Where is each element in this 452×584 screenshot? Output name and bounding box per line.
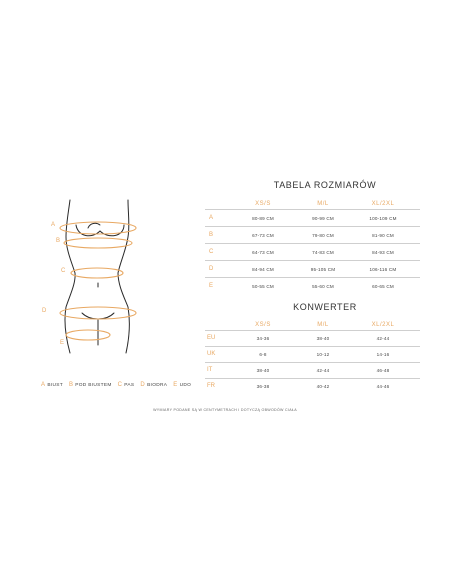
converter-header-xs-s: XS/S <box>255 322 271 328</box>
size-cell: 84-93 CM <box>372 250 394 255</box>
size-cell: 100-109 CM <box>369 216 397 221</box>
legend-item: B POD BIUSTEM <box>68 382 112 388</box>
converter-cell: 34-36 <box>256 336 270 341</box>
size-row-label: A <box>209 215 214 221</box>
divider <box>205 330 420 331</box>
converter-row-label: FR <box>207 383 215 389</box>
size-cell: 81-90 CM <box>372 233 394 238</box>
divider <box>205 277 420 278</box>
converter-row-label: IT <box>207 367 213 373</box>
body-letter-e: E <box>60 340 65 346</box>
body-letter-c: C <box>61 268 66 274</box>
body-letter-a: A <box>51 222 56 228</box>
size-cell: 80-89 CM <box>252 216 274 221</box>
size-cell: 90-99 CM <box>312 216 334 221</box>
converter-cell: 44-46 <box>376 384 390 389</box>
size-row-label: E <box>209 283 214 289</box>
divider <box>205 378 420 379</box>
legend-item: A BIUST <box>41 382 63 388</box>
legend-item: D BIODRA <box>140 382 168 388</box>
size-cell: 79-80 CM <box>312 233 334 238</box>
size-cell: 55-60 CM <box>312 284 334 289</box>
size-cell: 106-116 CM <box>369 267 397 272</box>
converter-header-xl-2xl: XL/2XL <box>371 322 395 328</box>
size-header-m-l: M/L <box>317 201 329 207</box>
converter-row-label: UK <box>207 351 216 357</box>
divider <box>205 243 420 244</box>
measurement-note: WYMIARY PODANE SĄ W CENTYMETRACH I DOTYCZĄ OBWODÓW CIAŁA <box>153 408 297 412</box>
divider <box>205 346 420 347</box>
converter-row-label: EU <box>207 335 216 341</box>
converter-cell: 6-8 <box>259 352 267 357</box>
size-cell: 64-73 CM <box>252 250 274 255</box>
legend-item: C PAS <box>117 382 135 388</box>
divider <box>205 209 420 210</box>
body-legend <box>41 382 197 388</box>
converter-cell: 42-44 <box>316 368 330 373</box>
body-letter-d: D <box>42 308 47 314</box>
converter-cell: 40-42 <box>316 384 330 389</box>
converter-cell: 46-48 <box>376 368 390 373</box>
size-table-title: TABELA ROZMIARÓW <box>273 180 377 190</box>
size-row-label: C <box>209 249 214 255</box>
size-cell: 95-105 CM <box>310 267 336 272</box>
size-header-xl-2xl: XL/2XL <box>371 201 395 207</box>
converter-title: KONWERTER <box>293 302 357 312</box>
converter-cell: 36-38 <box>256 384 270 389</box>
converter-cell: 14-16 <box>376 352 390 357</box>
size-cell: 67-73 CM <box>252 233 274 238</box>
converter-cell: 38-40 <box>316 336 330 341</box>
legend-item: E UDO <box>173 382 192 388</box>
size-row-label: D <box>209 266 214 272</box>
body-figure-illustration <box>48 195 148 360</box>
size-row-label: B <box>209 232 214 238</box>
size-cell: 60-65 CM <box>372 284 394 289</box>
body-letter-b: B <box>56 238 61 244</box>
converter-cell: 38-40 <box>256 368 270 373</box>
converter-cell: 42-44 <box>376 336 390 341</box>
size-cell: 50-55 CM <box>252 284 274 289</box>
converter-header-m-l: M/L <box>317 322 329 328</box>
divider <box>205 260 420 261</box>
divider <box>205 226 420 227</box>
size-header-xs-s: XS/S <box>255 201 271 207</box>
converter-cell: 10-12 <box>316 352 330 357</box>
size-cell: 74-83 CM <box>312 250 334 255</box>
size-cell: 84-94 CM <box>252 267 274 272</box>
divider <box>205 362 420 363</box>
